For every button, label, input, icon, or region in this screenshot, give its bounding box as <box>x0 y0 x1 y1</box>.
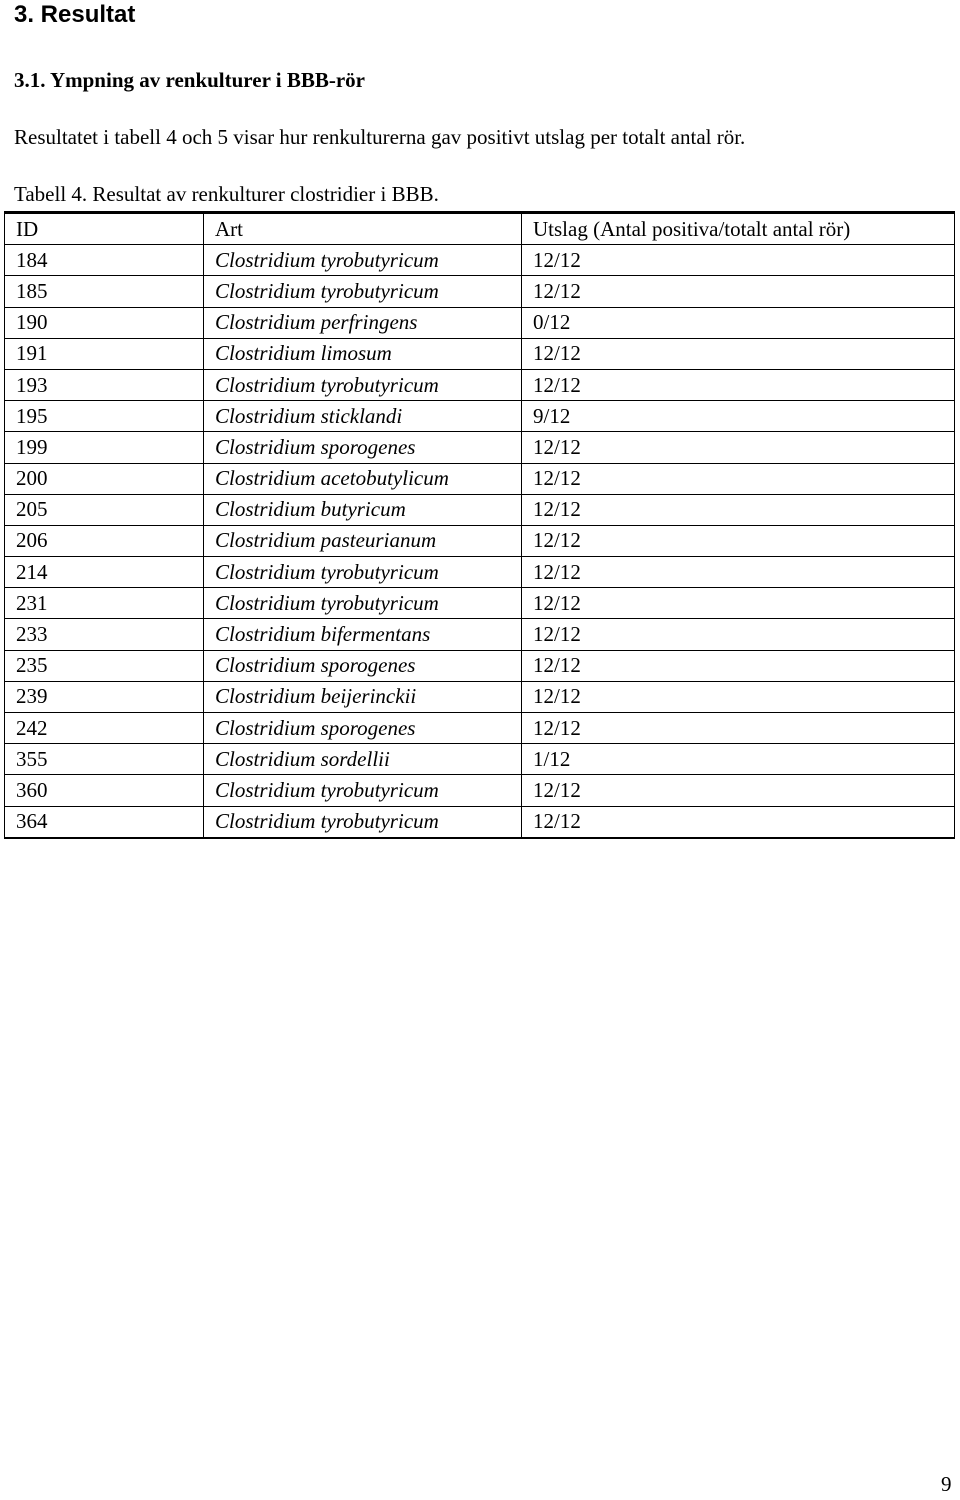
table-row <box>5 713 955 744</box>
cell-art: Clostridium tyrobutyricum <box>204 557 522 588</box>
table-row <box>5 432 955 463</box>
table-row <box>5 276 955 307</box>
cell-utslag: 12/12 <box>522 557 955 588</box>
cell-id: 185 <box>5 276 204 307</box>
cell-utslag: 12/12 <box>522 432 955 463</box>
cell-art: Clostridium sporogenes <box>204 432 522 463</box>
subsection-heading: 3.1. Ympning av renkulturer i BBB-rör <box>14 68 366 92</box>
cell-utslag: 12/12 <box>522 245 955 276</box>
cell-art: Clostridium beijerinckii <box>204 681 522 712</box>
table-row <box>5 463 955 494</box>
page-number: 9 <box>941 1472 952 1496</box>
table-row <box>5 744 955 775</box>
cell-art: Clostridium pasteurianum <box>204 525 522 556</box>
cell-id: 239 <box>5 681 204 712</box>
table-row <box>5 681 955 712</box>
header-art: Art <box>204 213 522 245</box>
cell-id: 355 <box>5 744 204 775</box>
table-row <box>5 806 955 838</box>
cell-utslag: 1/12 <box>522 744 955 775</box>
cell-art: Clostridium tyrobutyricum <box>204 775 522 806</box>
cell-art: Clostridium tyrobutyricum <box>204 588 522 619</box>
cell-utslag: 12/12 <box>522 276 955 307</box>
cell-art: Clostridium sporogenes <box>204 650 522 681</box>
cell-id: 214 <box>5 557 204 588</box>
cell-utslag: 12/12 <box>522 463 955 494</box>
table-row <box>5 775 955 806</box>
cell-id: 364 <box>5 806 204 838</box>
table-row <box>5 307 955 338</box>
cell-utslag: 12/12 <box>522 681 955 712</box>
cell-art: Clostridium tyrobutyricum <box>204 276 522 307</box>
table-row <box>5 650 955 681</box>
cell-id: 199 <box>5 432 204 463</box>
cell-utslag: 12/12 <box>522 806 955 838</box>
cell-art: Clostridium tyrobutyricum <box>204 369 522 400</box>
cell-art: Clostridium acetobutylicum <box>204 463 522 494</box>
table-row <box>5 401 955 432</box>
cell-utslag: 12/12 <box>522 369 955 400</box>
cell-utslag: 12/12 <box>522 775 955 806</box>
table-header-row <box>5 213 955 245</box>
cell-art: Clostridium perfringens <box>204 307 522 338</box>
table-row <box>5 588 955 619</box>
cell-art: Clostridium tyrobutyricum <box>204 806 522 838</box>
cell-id: 184 <box>5 245 204 276</box>
table-row <box>5 619 955 650</box>
header-id: ID <box>5 213 204 245</box>
cell-id: 235 <box>5 650 204 681</box>
cell-art: Clostridium sporogenes <box>204 713 522 744</box>
cell-id: 206 <box>5 525 204 556</box>
cell-id: 200 <box>5 463 204 494</box>
cell-id: 205 <box>5 494 204 525</box>
cell-id: 193 <box>5 369 204 400</box>
cell-utslag: 12/12 <box>522 619 955 650</box>
cell-utslag: 12/12 <box>522 650 955 681</box>
table-row <box>5 557 955 588</box>
cell-utslag: 12/12 <box>522 713 955 744</box>
cell-id: 191 <box>5 338 204 369</box>
cell-id: 195 <box>5 401 204 432</box>
cell-utslag: 12/12 <box>522 525 955 556</box>
section-heading: 3. Resultat <box>14 1 136 28</box>
table-row <box>5 494 955 525</box>
table-row <box>5 245 955 276</box>
cell-utslag: 12/12 <box>522 588 955 619</box>
cell-art: Clostridium sticklandi <box>204 401 522 432</box>
cell-art: Clostridium bifermentans <box>204 619 522 650</box>
table-row <box>5 369 955 400</box>
cell-art: Clostridium tyrobutyricum <box>204 245 522 276</box>
cell-art: Clostridium sordellii <box>204 744 522 775</box>
cell-id: 190 <box>5 307 204 338</box>
intro-paragraph: Resultatet i tabell 4 och 5 visar hur renkulturerna gav positivt utslag per totalt antal rör. <box>14 125 746 149</box>
results-table <box>4 211 955 839</box>
table-row <box>5 338 955 369</box>
cell-id: 242 <box>5 713 204 744</box>
cell-id: 360 <box>5 775 204 806</box>
cell-utslag: 0/12 <box>522 307 955 338</box>
cell-utslag: 12/12 <box>522 338 955 369</box>
cell-art: Clostridium limosum <box>204 338 522 369</box>
cell-utslag: 9/12 <box>522 401 955 432</box>
cell-art: Clostridium butyricum <box>204 494 522 525</box>
cell-id: 231 <box>5 588 204 619</box>
cell-utslag: 12/12 <box>522 494 955 525</box>
table-body <box>5 245 955 838</box>
table-row <box>5 525 955 556</box>
header-utslag: Utslag (Antal positiva/totalt antal rör) <box>522 213 955 245</box>
table-caption: Tabell 4. Resultat av renkulturer clostridier i BBB. <box>14 182 439 206</box>
cell-id: 233 <box>5 619 204 650</box>
